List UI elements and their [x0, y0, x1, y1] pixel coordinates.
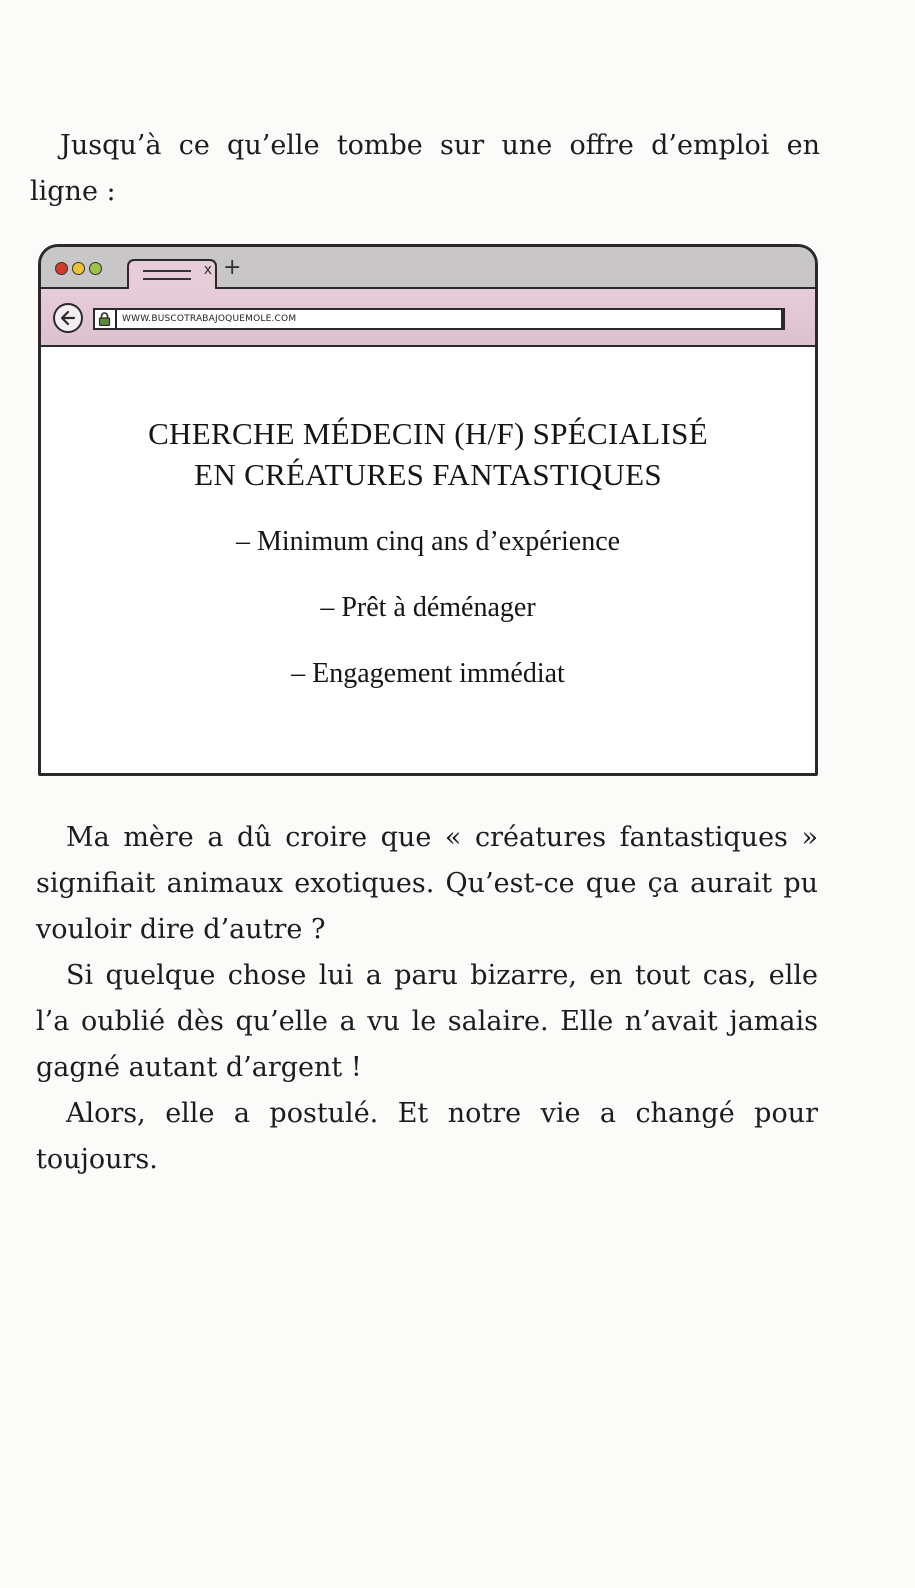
tab-title-lines [143, 270, 191, 280]
close-icon[interactable]: x [203, 262, 212, 278]
browser-toolbar [41, 289, 815, 347]
intro-paragraph: Jusqu’à ce qu’elle tombe sur une offre d’emploi en ligne : [30, 130, 820, 207]
address-bar[interactable] [93, 308, 785, 330]
job-ad-title [41, 413, 815, 495]
minimize-window-dot-icon[interactable] [72, 262, 85, 275]
job-requirement: – Minimum cinq ans d’expérience [235, 526, 621, 557]
lock-icon [98, 312, 111, 326]
job-ad-title-line-1: CHERCHE MÉDECIN (H/F) SPÉCIALISÉ [148, 416, 708, 451]
url-text: WWW.BUSCOTRABAJOQUEMOLE.COM [122, 314, 297, 324]
browser-window [38, 244, 818, 776]
back-button[interactable] [53, 303, 83, 333]
paragraph: Alors, elle a postulé. Et notre vie a changé pour toujours. [36, 1098, 818, 1175]
body-text [36, 815, 818, 1183]
plus-icon[interactable]: + [223, 255, 242, 280]
job-requirement: – Engagement immédiat [291, 658, 565, 689]
maximize-window-dot-icon[interactable] [89, 262, 102, 275]
paragraph: Ma mère a dû croire que « créatures fantastiques » signifiait animaux exotiques. Qu’est-ce que ça aurait pu vouloir dire d’autre ? [36, 822, 818, 945]
job-ad [41, 347, 815, 773]
paragraph: Si quelque chose lui a paru bizarre, en tout cas, elle l’a oublié dès qu’elle a vu le salaire. Elle n’avait jamais gagné autant d’argent ! [36, 960, 818, 1083]
job-ad-title-line-2: EN CRÉATURES FANTASTIQUES [194, 457, 662, 492]
close-window-dot-icon[interactable] [55, 262, 68, 275]
browser-illustration [38, 244, 816, 774]
browser-tab[interactable] [127, 259, 217, 289]
job-requirement: – Prêt à déménager [320, 592, 536, 623]
browser-tab-bar [41, 247, 815, 289]
address-divider [115, 310, 117, 328]
back-arrow-icon [59, 309, 77, 327]
